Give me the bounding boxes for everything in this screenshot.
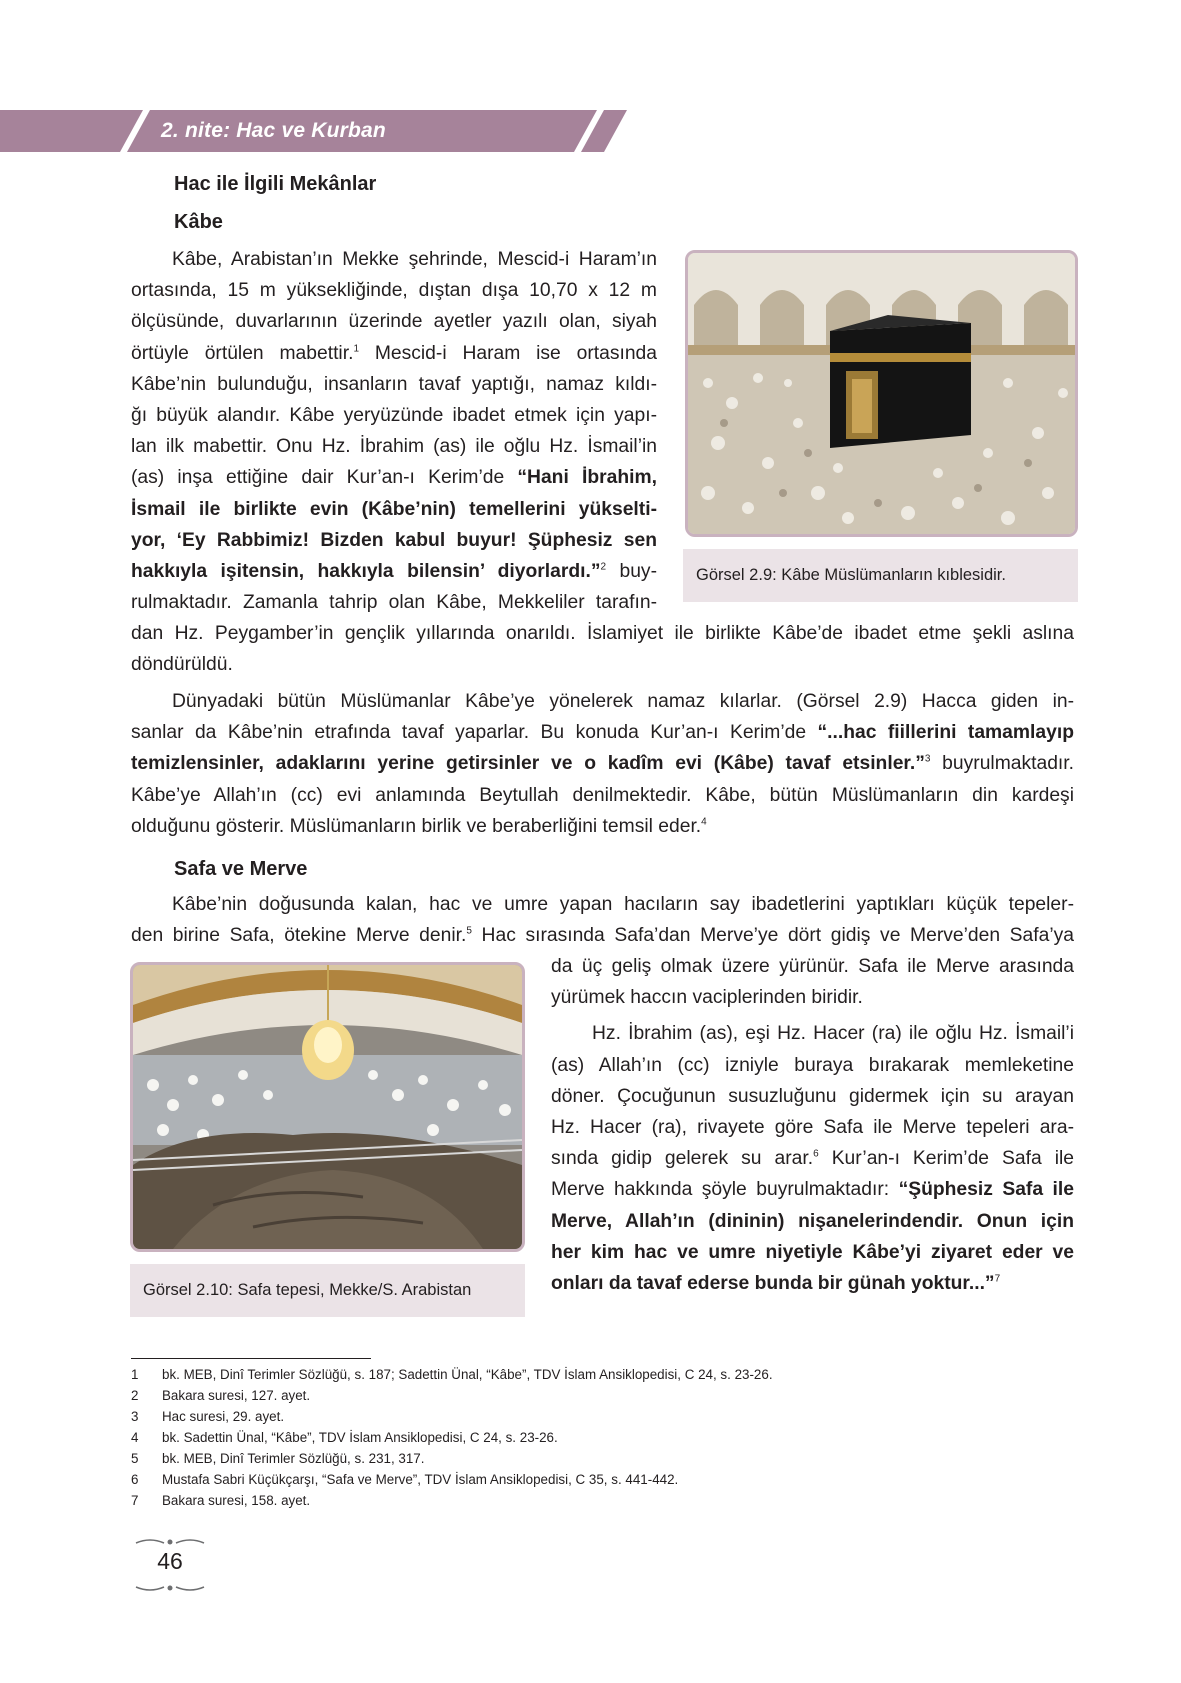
footnote-number: 4 [131, 1430, 139, 1445]
footnote-ref: 1 [353, 343, 359, 355]
text-line: (as) Allah’ın (cc) izniyle buraya bırakarak memleketine [551, 1054, 1074, 1076]
footnote [131, 1490, 773, 1511]
section-heading: Hac ile İlgili Mekânlar [174, 173, 377, 195]
subheading-kabe: Kâbe [174, 211, 223, 233]
quote-bold: Merve, Allah’ın (dininin) nişanelerindendir. Onun için [551, 1210, 1074, 1232]
footnote-number: 3 [131, 1409, 139, 1424]
footnote-text: Mustafa Sabri Küçükçarşı, “Safa ve Merve”, TDV İslam Ansiklopedisi, C 35, s. 441-442. [162, 1472, 679, 1487]
unit-header-banner [0, 110, 640, 152]
text-line [131, 717, 1074, 748]
figure-caption-2-10: Görsel 2.10: Safa tepesi, Mekke/S. Arabistan [130, 1264, 525, 1317]
text-span: Hac sırasında Safa’dan Merve’ye dört gidiş ve Merve’den Safa’ya [471, 925, 1074, 947]
quote-bold: “Hani İbrahim, [517, 467, 657, 489]
text-line [551, 1268, 1074, 1299]
text-line: yürümek haccın vaciplerinden biridir. [551, 987, 863, 1009]
text-span: sında gidip gelerek su arar. [551, 1148, 814, 1170]
text-line: Kâbe, Arabistan’ın Mekke şehrinde, Mescid-i Haram’ın [172, 249, 657, 270]
footnote-ref: 4 [701, 816, 707, 828]
footnote-ref: 5 [466, 925, 472, 937]
footnote [131, 1427, 773, 1448]
text-line: Kâbe’nin bulunduğu, insanların tavaf yaptığı, namaz kıldı- [131, 373, 657, 395]
text-span: buyrulmaktadır. [930, 753, 1075, 775]
text-line: rulmaktadır. Zamanla tahrip olan Kâbe, Mekkeliler tarafın- [131, 592, 657, 614]
kabe-paragraph-wide [131, 618, 1074, 680]
text-line: lan ilk mabettir. Onu Hz. İbrahim (as) ile oğlu Hz. İsmail’in [131, 436, 657, 458]
footnote-text: bk. MEB, Dinî Terimler Sözlüğü, s. 187; Sadettin Ünal, “Kâbe”, TDV İslam Ansiklopedisi, C 24, s. 23-26. [162, 1367, 773, 1382]
text-line: döndürüldü. [131, 654, 233, 676]
footnote [131, 1406, 773, 1427]
footnote [131, 1469, 773, 1490]
text-span: Mescid-i Haram ise ortasında [359, 342, 657, 364]
kaaba-photo [685, 250, 1078, 537]
text-span: (as) inşa ettiğine dair Kur’an-ı Kerim’de [131, 467, 518, 489]
unit-title: 2. nite: Hac ve Kurban [161, 119, 386, 142]
text-line [131, 462, 657, 493]
footnote-number: 1 [131, 1367, 139, 1382]
text-line [131, 748, 1074, 779]
text-span: Kur’an-ı Kerim’de Safa ile [818, 1148, 1074, 1170]
text-line: da üç geliş olmak üzere yürünür. Safa ile Merve arasında [551, 956, 1074, 977]
safa-illustration [133, 965, 522, 1249]
quote-bold: yor, ‘Ey Rabbimiz! Bizden kabul buyur! Şüphesiz sen [131, 529, 657, 551]
text-span: den birine Safa, ötekine Merve denir. [131, 925, 467, 947]
footnote [131, 1364, 773, 1385]
quote-bold: hakkıyla işitensin, hakkıyla bilensin’ diyorlardı.” [131, 561, 601, 583]
text-line: Kâbe’nin doğusunda kalan, hac ve umre yapan hacıların say ibadetlerini yaptıkları küçük tepeler- [172, 894, 1074, 915]
quote-bold: onları da tavaf ederse bunda bir günah yoktur...” [551, 1273, 995, 1295]
page-number-block [130, 1535, 210, 1595]
safa-merve-paragraph-narrow [551, 951, 1074, 1299]
text-line: Dünyadaki bütün Müslümanlar Kâbe’ye yönelerek namaz kılarlar. (Görsel 2.9) Hacca giden in- [172, 691, 1074, 712]
page-number: 46 [157, 1548, 183, 1574]
text-span: sanlar da Kâbe’nin etrafında tavaf yaparlar. Bu konuda Kur’an-ı Kerim’de [131, 722, 818, 744]
quote-bold: temizlensinler, adaklarını yerine getirsinler ve o kadîm evi (Kâbe) tavaf etsinler.” [131, 753, 925, 775]
footnote-text: Bakara suresi, 127. ayet. [162, 1388, 311, 1403]
kaaba-qibla-paragraph [131, 686, 1074, 842]
text-line [131, 525, 657, 556]
text-line: Hz. İbrahim (as), eşi Hz. Hacer (ra) ile oğlu Hz. İsmail’i [592, 1023, 1074, 1045]
footnote-number: 7 [131, 1493, 139, 1508]
text-line: Hz. Hacer (ra), rivayete göre Safa ile Merve tepeleri ara- [551, 1117, 1074, 1139]
text-line [551, 1174, 1074, 1205]
kaaba-illustration [688, 253, 1075, 534]
text-span: buy- [606, 561, 657, 583]
text-line [551, 1237, 1074, 1268]
footnote-text: Bakara suresi, 158. ayet. [162, 1493, 311, 1508]
text-line [131, 811, 1074, 842]
subheading-safa-merve: Safa ve Merve [174, 858, 308, 880]
footnote-number: 2 [131, 1388, 139, 1403]
text-line: ölçüsünde, duvarlarının üzerinde ayetler yazılı olan, siyah [131, 311, 657, 333]
footnote-number: 5 [131, 1451, 139, 1466]
text-span: örtüyle örtülen mabettir. [131, 342, 354, 364]
text-line: Kâbe’ye Allah’ın (cc) evi anlamında Beytullah denilmektedir. Kâbe, bütün Müslümanların din kardeşi [131, 784, 1074, 806]
footnote-text: Hac suresi, 29. ayet. [162, 1409, 285, 1424]
footnote-ref: 2 [600, 561, 607, 573]
figure-caption-2-9: Görsel 2.9: Kâbe Müslümanların kıblesidir. [683, 549, 1078, 602]
safa-hill-photo [130, 962, 525, 1252]
text-line [551, 1206, 1074, 1237]
text-line [551, 1143, 1074, 1174]
quote-bold: her kim hac ve umre niyetiyle Kâbe’yi ziyaret eder ve [551, 1241, 1074, 1263]
text-line [131, 920, 1074, 951]
text-line [131, 494, 657, 525]
footnote-ref: 6 [813, 1148, 819, 1160]
text-line: ğı büyük alandır. Kâbe yeryüzünde ibadet etmek için yapı- [131, 405, 657, 427]
safa-merve-paragraph-wide [131, 889, 1074, 951]
footnote [131, 1385, 773, 1406]
text-line [131, 338, 657, 369]
footnote-text: bk. Sadettin Ünal, “Kâbe”, TDV İslam Ansiklopedisi, C 24, s. 23-26. [162, 1430, 558, 1445]
text-line: ortasında, 15 m yüksekliğinde, dıştan dışa 10,70 x 12 m [131, 280, 657, 302]
footnote-text: bk. MEB, Dinî Terimler Sözlüğü, s. 231, 317. [162, 1451, 425, 1466]
text-line: dan Hz. Peygamber’in gençlik yıllarında onarıldı. İslamiyet ile birlikte Kâbe’de ibadet etme şekli aslına [131, 623, 1074, 644]
footnote-ref: 7 [994, 1273, 1001, 1285]
text-span: olduğunu gösterir. Müslümanların birlik ve beraberliğini temsil eder. [131, 815, 702, 837]
text-line [131, 556, 657, 587]
footnote-ref: 3 [924, 753, 931, 765]
footnote-number: 6 [131, 1472, 139, 1487]
footnote-divider [131, 1358, 371, 1359]
text-span: Merve hakkında şöyle buyrulmaktadır: [551, 1179, 899, 1201]
text-line: döner. Çocuğunun susuzluğunu gidermek için su arayan [551, 1085, 1074, 1107]
quote-bold: İsmail ile birlikte evin (Kâbe’nin) temellerini yükselti- [131, 498, 657, 520]
footnote [131, 1448, 773, 1469]
footnotes [131, 1364, 773, 1511]
quote-bold: “...hac fiillerini tamamlayıp [817, 722, 1074, 744]
quote-bold: “Şüphesiz Safa ile [898, 1179, 1074, 1201]
kabe-paragraph-narrow [131, 244, 657, 618]
